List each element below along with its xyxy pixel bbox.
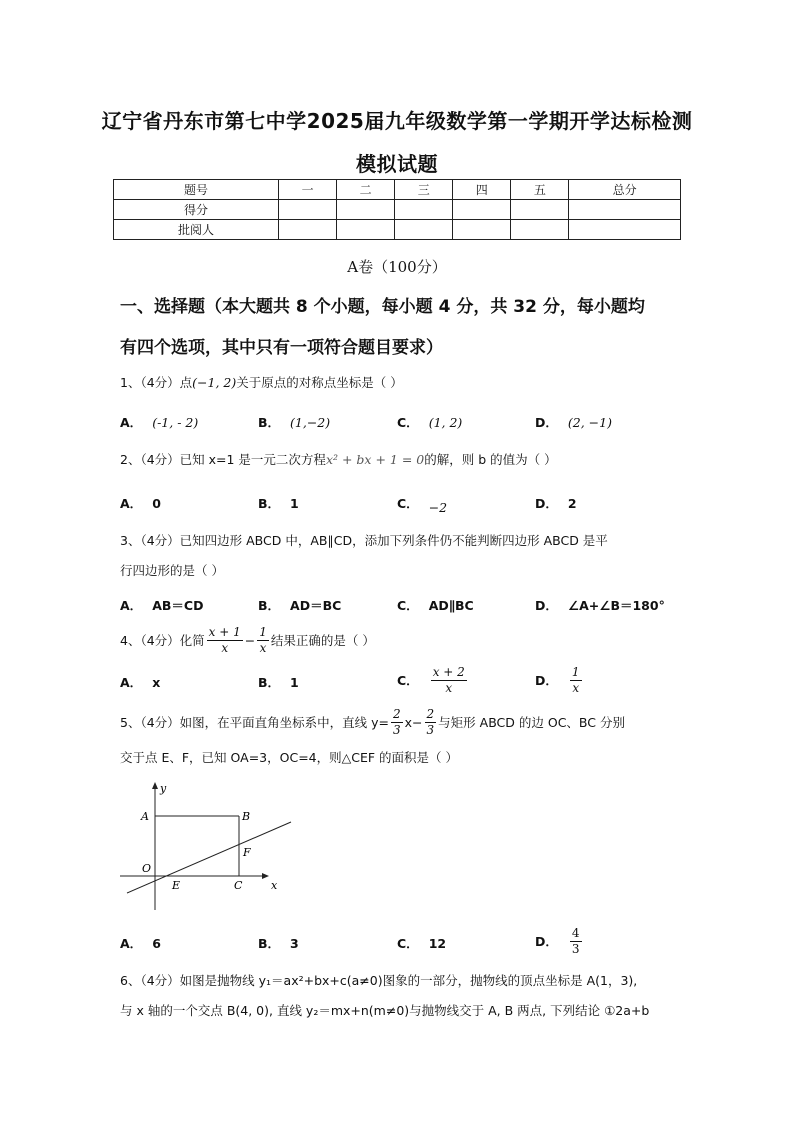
paper-a-heading: A卷（100分） (347, 258, 447, 276)
option-letter: B． (258, 936, 281, 951)
question-4 (120, 620, 680, 660)
q5-fraction-1 (391, 707, 403, 738)
q5-prefix: 5、（4分）如图，在平面直角坐标系中，直线 y= (120, 715, 390, 730)
option-fraction (570, 926, 582, 957)
option-letter: C． (397, 415, 419, 430)
fraction-numerator: 2 (426, 706, 435, 721)
option-text: ∠A+∠B＝180° (567, 598, 665, 613)
score-cell[interactable] (569, 200, 681, 220)
option-text: −2 (428, 500, 448, 515)
q3-option-a[interactable] (120, 596, 203, 614)
fraction-numerator: 1 (259, 624, 267, 639)
label-a: A (141, 810, 149, 823)
q5-coordinate-figure (115, 778, 300, 913)
option-letter: B． (258, 598, 281, 613)
score-cell[interactable] (337, 200, 395, 220)
score-cell[interactable] (453, 220, 511, 240)
option-letter: B． (258, 675, 281, 690)
score-cell[interactable] (453, 200, 511, 220)
q5-option-c[interactable] (397, 934, 446, 952)
q2-option-b[interactable] (258, 494, 299, 512)
q5-mid: x− (404, 714, 423, 730)
option-letter: D． (535, 673, 558, 688)
option-letter: A． (120, 598, 143, 613)
option-text: 3 (290, 936, 299, 951)
label-y: y (160, 782, 167, 795)
question-3-line2: 行四边形的是（ ） (120, 563, 224, 578)
question-6-line2: 与 x 轴的一个交点 B(4, 0), 直线 y₂＝mx+n(m≠0)与抛物线交于 A, B 两点, 下列结论 ①2a+b (120, 1003, 650, 1018)
label-c: C (234, 879, 243, 892)
q4-minus: − (244, 632, 256, 648)
score-cell[interactable] (337, 220, 395, 240)
fraction-numerator: 4 (571, 925, 580, 940)
q4-prefix: 4、（4分）化简 (120, 633, 205, 648)
score-table (113, 179, 681, 240)
q3-option-d[interactable] (535, 596, 665, 614)
q4-option-a[interactable] (120, 673, 160, 691)
exam-title-line1: 辽宁省丹东市第七中学2025届九年级数学第一学期开学达标检测 (101, 109, 693, 133)
q2-option-c[interactable] (397, 494, 448, 515)
option-letter: C． (397, 496, 419, 511)
q2-prefix: 2、（4分）已知 x=1 是一元二次方程 (120, 452, 326, 467)
option-text: 1 (290, 675, 299, 690)
score-table-header-cell: 总分 (569, 180, 681, 200)
option-letter: D． (535, 934, 558, 949)
q5-option-a[interactable] (120, 934, 161, 952)
option-text: 1 (290, 496, 299, 511)
option-letter: C． (397, 598, 419, 613)
option-letter: A． (120, 675, 143, 690)
fraction-denominator: 3 (571, 941, 580, 956)
option-text: (1, 2) (428, 415, 463, 430)
fraction-denominator: x (259, 640, 267, 655)
score-cell[interactable] (395, 200, 453, 220)
label-b: B (242, 810, 251, 823)
question-5-line1 (120, 702, 690, 742)
fraction-numerator: 1 (571, 664, 580, 679)
section1-heading-line2: 有四个选项，其中只有一项符合题目要求） (120, 338, 443, 358)
fraction-numerator: x + 1 (208, 624, 241, 639)
score-table-header-cell: 五 (511, 180, 569, 200)
q1-prefix: 1、（4分）点 (120, 375, 193, 390)
option-letter: D． (535, 415, 558, 430)
q1-option-d[interactable] (535, 413, 612, 431)
label-f: F (243, 846, 251, 859)
q5-suffix: 与矩形 ABCD 的边 OC、BC 分别 (438, 715, 625, 730)
fraction-denominator: 3 (393, 722, 401, 737)
fraction-denominator: x (221, 640, 229, 655)
option-letter: C． (397, 936, 419, 951)
q4-fraction-2 (257, 625, 269, 656)
q4-suffix: 结果正确的是（ ） (270, 633, 375, 648)
option-fraction (431, 665, 467, 696)
option-text: 6 (152, 936, 161, 951)
option-fraction (570, 665, 582, 696)
fraction-denominator: x (445, 680, 453, 695)
score-table-header-cell: 三 (395, 180, 453, 200)
option-text: 12 (428, 936, 447, 951)
x-axis-arrow (262, 873, 269, 879)
score-table-row (114, 200, 681, 220)
option-letter: A． (120, 936, 143, 951)
score-table-header-row (114, 180, 681, 200)
q3-option-b[interactable] (258, 596, 341, 614)
score-table-header-cell: 四 (453, 180, 511, 200)
q4-option-b[interactable] (258, 673, 299, 691)
question-2 (120, 443, 680, 477)
score-cell[interactable] (511, 220, 569, 240)
option-letter: A． (120, 496, 143, 511)
question-1 (120, 366, 680, 400)
score-cell[interactable] (511, 200, 569, 220)
option-letter: D． (535, 598, 558, 613)
q1-option-c[interactable] (397, 413, 462, 431)
score-cell[interactable] (395, 220, 453, 240)
score-table-header-cell: 二 (337, 180, 395, 200)
option-text: (1,−2) (290, 415, 331, 430)
q1-suffix: 关于原点的对称点坐标是（ ） (236, 375, 403, 390)
q2-suffix: 的解，则 b 的值为（ ） (424, 452, 557, 467)
question-6-line1: 6、（4分）如图是抛物线 y₁＝ax²+bx+c(a≠0)图象的一部分，抛物线的顶点坐标是 A(1，3), (120, 973, 638, 988)
q1-option-a[interactable] (120, 413, 198, 431)
line-ef (127, 822, 291, 893)
option-text: x (152, 675, 161, 690)
score-cell[interactable] (279, 200, 337, 220)
question-5-line2: 交于点 E、F，已知 OA=3，OC=4，则△CEF 的面积是（ ） (120, 750, 459, 765)
q4-option-c[interactable] (397, 660, 469, 700)
option-letter: B． (258, 496, 281, 511)
q5-option-d[interactable] (535, 921, 584, 961)
q1-option-b[interactable] (258, 413, 330, 431)
q2-option-d[interactable] (535, 494, 577, 512)
fraction-numerator: 2 (393, 706, 401, 721)
q4-fraction-1 (207, 625, 243, 656)
section1-heading-line1: 一、选择题（本大题共 8 个小题，每小题 4 分，共 32 分，每小题均 (120, 297, 645, 317)
score-row-label: 得分 (114, 200, 279, 220)
q3-option-c[interactable] (397, 596, 474, 614)
q2-equation: x² + bx + 1 = 0 (325, 452, 425, 467)
option-text: (2, −1) (567, 415, 612, 430)
q2-option-a[interactable] (120, 494, 161, 512)
option-text: 2 (567, 496, 577, 511)
option-text: AB＝CD (152, 598, 204, 613)
exam-title-line2: 模拟试题 (356, 152, 438, 176)
fraction-denominator: x (572, 680, 580, 695)
option-letter: C． (397, 673, 419, 688)
label-e: E (172, 879, 181, 892)
score-cell[interactable] (569, 220, 681, 240)
option-text: 0 (152, 496, 161, 511)
label-o: O (142, 862, 152, 875)
option-text: (-1, - 2) (152, 415, 199, 430)
score-table-row (114, 220, 681, 240)
score-cell[interactable] (279, 220, 337, 240)
y-axis-arrow (152, 782, 158, 789)
label-x: x (271, 879, 278, 892)
score-table-header-cell: 一 (279, 180, 337, 200)
question-3-line1: 3、（4分）已知四边形 ABCD 中，AB∥CD，添加下列条件仍不能判断四边形 ABCD 是平 (120, 533, 608, 548)
option-text: AD∥BC (428, 598, 474, 613)
score-table-header-cell: 题号 (114, 180, 279, 200)
option-letter: A． (120, 415, 143, 430)
option-letter: B． (258, 415, 281, 430)
q4-option-d[interactable] (535, 660, 584, 700)
option-text: AD＝BC (290, 598, 342, 613)
q5-option-b[interactable] (258, 934, 299, 952)
q5-fraction-2 (425, 707, 437, 738)
fraction-numerator: x + 2 (432, 664, 465, 679)
score-row-label: 批阅人 (114, 220, 279, 240)
q1-point: (−1, 2) (192, 375, 237, 390)
option-letter: D． (535, 496, 558, 511)
fraction-denominator: 3 (426, 722, 435, 737)
